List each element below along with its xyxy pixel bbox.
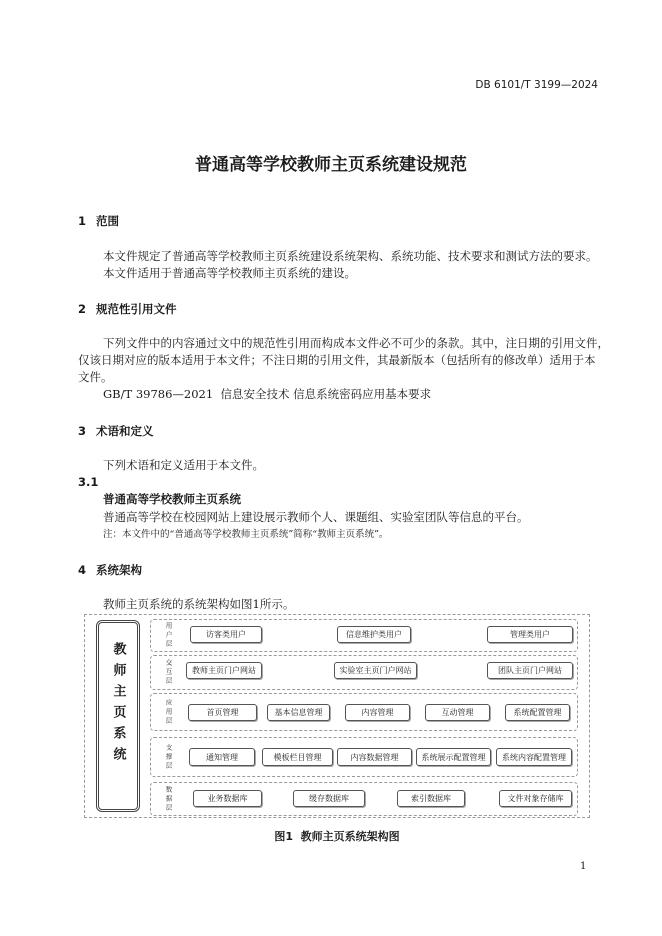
term-definition: 普通高等学校在校园网站上建设展示教师个人、课题组、实验室团队等信息的平台。 — [103, 510, 529, 524]
layer-item: 互动管理 — [425, 704, 490, 721]
page-number: 1 — [580, 861, 587, 872]
section-heading-scope — [78, 213, 119, 229]
term-note: 注：本文件中的“普通高等学校教师主页系统”简称“教师主页系统”。 — [103, 529, 389, 540]
layer-item: 实验室主页门户网站 — [334, 662, 417, 679]
layer-label: 支撑层 — [164, 743, 173, 771]
layer-item: 模板栏目管理 — [262, 748, 333, 766]
layer-label: 数据层 — [164, 785, 173, 813]
paragraph-line: 本文件适用于普通高等学校教师主页系统的建设。 — [103, 266, 356, 280]
figure-intro: 教师主页系统的系统架构如图1所示。 — [103, 597, 295, 611]
layer-item: 系统配置管理 — [505, 704, 570, 721]
layer-label: 用户层 — [164, 622, 173, 649]
section-heading-architecture — [78, 562, 142, 578]
layer-label: 应用层 — [164, 698, 173, 726]
figure-caption: 图1 教师主页系统架构图 — [274, 830, 400, 843]
layer-label-box — [161, 620, 175, 651]
layer-label-box — [161, 783, 175, 815]
section-title: 系统架构 — [96, 563, 142, 577]
layer-item: 业务数据库 — [193, 790, 262, 807]
layer-label: 交互层 — [164, 659, 173, 686]
layer-item: 索引数据库 — [397, 790, 465, 807]
layer-item: 内容数据管理 — [337, 748, 412, 766]
terms-intro: 下列术语和定义适用于本文件。 — [103, 458, 264, 472]
section-title: 术语和定义 — [96, 424, 154, 438]
layer-label-box — [161, 694, 175, 730]
layer-item: 基本信息管理 — [267, 704, 330, 721]
layer-item: 文件对象存储库 — [499, 790, 572, 807]
section-heading-terms — [78, 423, 154, 439]
layer-item: 访客类用户 — [190, 626, 262, 643]
section-number: 3 — [78, 424, 87, 438]
section-number: 4 — [78, 563, 87, 577]
system-label-box — [96, 620, 140, 812]
system-label: 教师主页系统 — [110, 642, 126, 768]
layer-item: 系统内容配置管理 — [496, 748, 572, 766]
layer-item: 内容管理 — [345, 704, 410, 721]
document-title: 普通高等学校教师主页系统建设规范 — [195, 155, 467, 175]
term-number: 3.1 — [78, 475, 99, 489]
paragraph-line: 本文件规定了普通高等学校教师主页系统建设系统架构、系统功能、技术要求和测试方法的要求。 — [103, 249, 598, 263]
paragraph-line: 下列文件中的内容通过文中的规范性引用而构成本文件必不可少的条款。其中，注日期的引用文件， — [103, 336, 609, 350]
layer-item: 缓存数据库 — [293, 790, 365, 807]
layer-label-box — [161, 656, 175, 689]
section-heading-references — [78, 301, 177, 317]
cited-document: GB/T 39786—2021 信息安全技术 信息系统密码应用基本要求 — [103, 387, 432, 401]
layer-item: 教师主页门户网站 — [186, 662, 262, 679]
layer-item: 首页管理 — [188, 704, 257, 721]
layer-item: 管理类用户 — [487, 626, 573, 643]
section-number: 2 — [78, 302, 87, 316]
section-title: 范围 — [96, 214, 119, 228]
layer-item: 团队主页门户网站 — [487, 662, 573, 679]
standard-code: DB 6101/T 3199—2024 — [475, 79, 598, 91]
paragraph-line: 仅该日期对应的版本适用于本文件；不注日期的引用文件，其最新版本（包括所有的修改单）适用于本 — [78, 353, 596, 367]
layer-item: 系统展示配置管理 — [416, 748, 491, 766]
paragraph-line: 文件。 — [78, 370, 113, 384]
section-number: 1 — [78, 214, 87, 228]
layer-item: 信息维护类用户 — [337, 626, 411, 643]
term-name: 普通高等学校教师主页系统 — [103, 492, 241, 506]
layer-label-box — [161, 738, 175, 776]
section-title: 规范性引用文件 — [96, 302, 177, 316]
layer-item: 通知管理 — [189, 748, 255, 766]
